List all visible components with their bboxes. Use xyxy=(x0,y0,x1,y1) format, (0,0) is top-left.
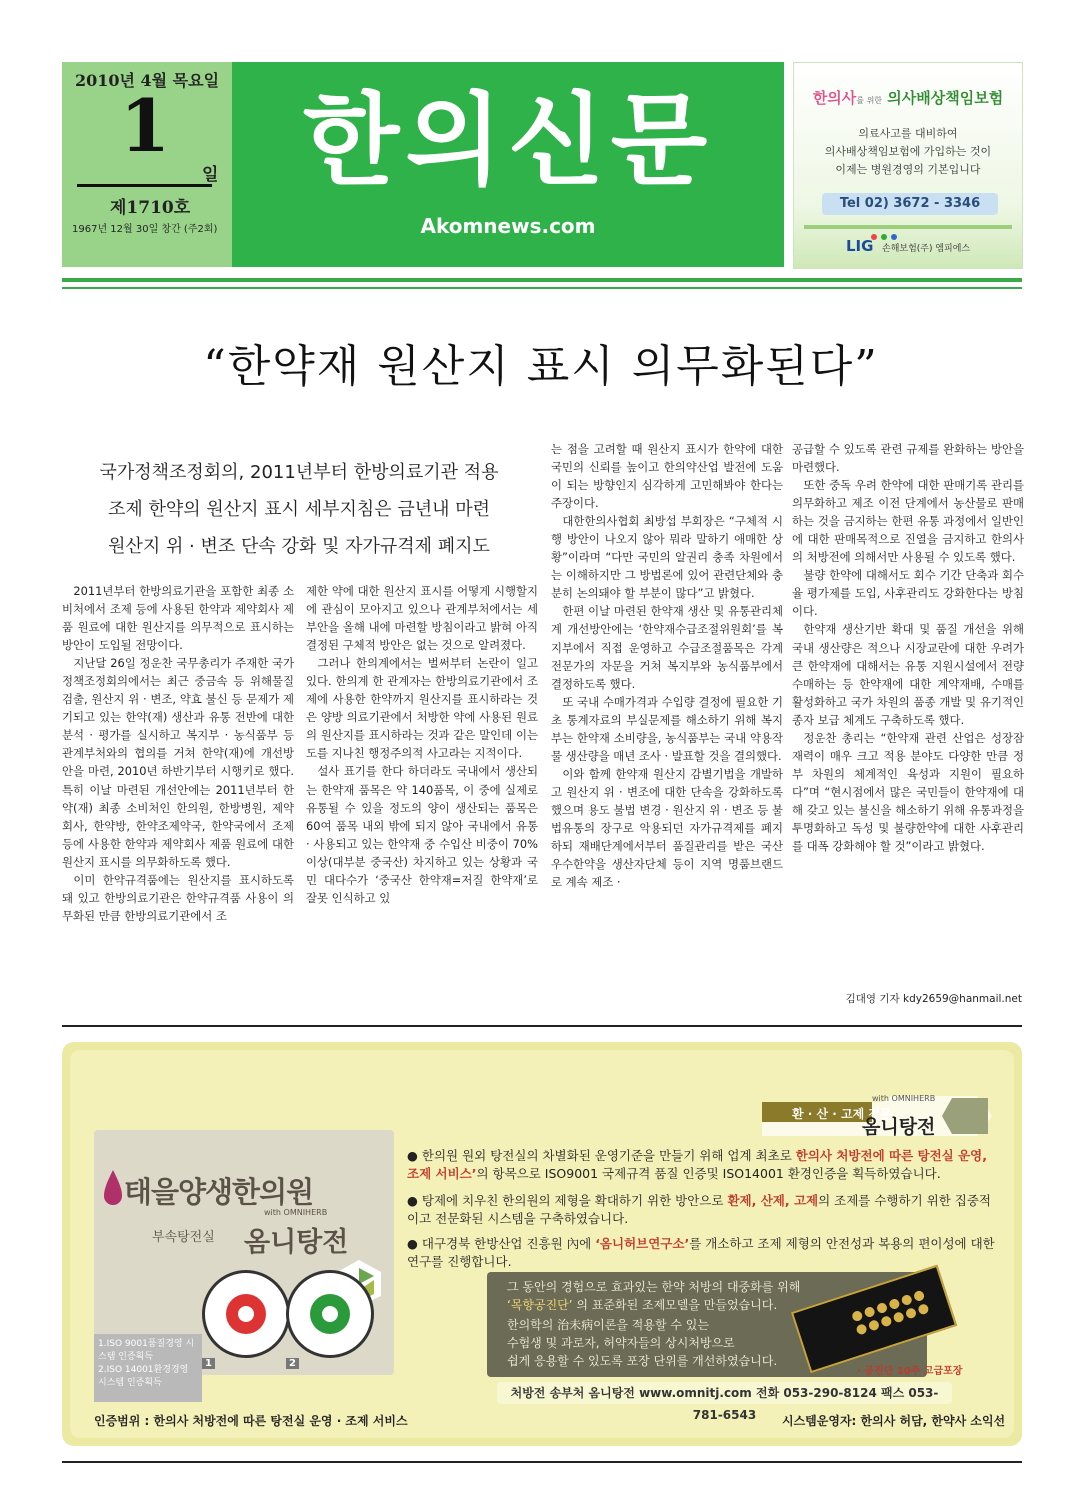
subhead: 국가정책조정회의, 2011년부터 한방의료기관 적용 xyxy=(99,462,499,483)
clinic-sub: 부속탕전실 xyxy=(152,1230,215,1245)
bullet-highlight: 한의사 처방전에 따른 탕전실 운영, 조제 서비스’ xyxy=(407,1148,987,1181)
subhead: 조제 한약의 원산지 표시 세부지침은 금년내 마련 xyxy=(107,499,491,520)
article-column-1 xyxy=(62,582,294,925)
badge-label: 환 · 산 · 고제 전문 xyxy=(792,1107,892,1121)
clinic-name: 태을양생한의원 xyxy=(124,1175,314,1209)
exp-highlight: ‘목향공진단’ xyxy=(507,1298,573,1312)
paragraph: 제한 약에 대한 원산지 표시를 어떻게 시행할지에 관심이 모아지고 있으나 관계부처에서는 세부안을 올해 내에 마련할 방침이라고 밝혀 아직 결정된 구체적 방안은 없는 것으로 알려졌다. xyxy=(306,584,538,653)
subhead: 원산지 위 · 변조 단속 강화 및 자가규격제 폐지도 xyxy=(108,536,490,557)
ad-title xyxy=(794,87,1022,108)
issue-day-unit: 일 xyxy=(202,165,219,185)
certification-scope: 인증범위 : 한의사 처방전에 따른 탕전실 운영 · 조제 서비스 xyxy=(94,1414,408,1428)
article-column-3 xyxy=(551,440,783,891)
exp-line: 그 동안의 경험으로 효과있는 한약 처방의 대중화를 위해 xyxy=(507,1280,801,1294)
product-label: · 공진단 10주 고급포장 xyxy=(857,1366,963,1377)
ad-phone[interactable]: Tel 02) 3672 - 3346 xyxy=(822,193,998,215)
ad-title-pink: 한의사 xyxy=(812,89,857,107)
paper-name: 한의신문 xyxy=(302,81,714,199)
iso14001-seal-icon xyxy=(286,1270,374,1358)
feature-bullet: ● 탕제에 치우친 한의원의 제형을 확대하기 위한 방안으로 환제, 산제, 고제의 조제를 수행하기 위한 집중적이고 전문화된 시스템을 구축하였습니다. xyxy=(407,1193,991,1226)
divider xyxy=(62,1025,1022,1027)
insurance-ad[interactable] xyxy=(793,62,1023,269)
paragraph: 한편 이날 마련된 한약재 생산 및 유통관리체계 개선방안에는 ‘한약재수급조절위원회’를 복지부에서 직접 운영하고 수급조절품목은 각계 전문가의 자문을 거쳐 복지부와 농식품부에서 결정하도록 했다. xyxy=(551,604,783,691)
iso-item: 1.ISO 9001품질경영 시스템 인증획득 xyxy=(98,1339,195,1362)
bullet-text: 의 조제를 수행하기 위한 집중적이고 전문화된 시스템을 구축하였습니다. xyxy=(407,1193,991,1226)
divider xyxy=(804,225,1012,229)
exp-line: 수험생 및 과로자, 허약자들의 상시처방으로 xyxy=(507,1336,735,1350)
paragraph: 또 국내 수매가격과 수입량 결정에 필요한 기초 통계자료의 부실문제를 해소하기 위해 복지부는 한약재 소비량을, 농식품부는 국내 약용작물 생산량을 매년 조사 · 발표할 것을 결의했다. xyxy=(551,694,783,763)
paragraph: 불량 한약에 대해서도 회수 기간 단축과 회수율 평가제를 도입, 사후관리도 강화한다는 방침이다. xyxy=(792,568,1024,619)
paper-url[interactable]: Akomnews.com xyxy=(420,214,596,238)
ad-line-2: 의사배상책임보험에 가입하는 것이 xyxy=(824,145,992,158)
date-panel xyxy=(62,62,232,267)
byline: 김대영 기자 kdy2659@hanmail.net xyxy=(845,993,1022,1005)
ad-logo-sub: 손해보험(주) 엠피에스 xyxy=(882,244,971,254)
drop-icon xyxy=(102,1168,124,1208)
omni-tangjeon-ad[interactable] xyxy=(62,1042,1022,1446)
paragraph: 정운찬 총리는 “한약재 관련 산업은 성장잠재력이 매우 크고 적용 분야도 다양한 만큼 정부 차원의 체계적인 육성과 지원이 필요하다”며 “현시점에서 많은 국민들이 한약재에 대해 갖고 있는 불신을 해소하기 위해 유통과정을 투명화하고 독성 및 불량한약에 대한 사후관리를 대폭 강화해야 할 것”이라고 밝혔다. xyxy=(792,730,1024,854)
cert-number: 1 xyxy=(202,1358,215,1369)
badge-with: with OMNIHERB xyxy=(872,1094,936,1103)
exp-line: 한의학의 治未病이론을 적용할 수 있는 xyxy=(507,1318,709,1332)
issue-date: 2010년 4월 목요일 xyxy=(74,71,220,90)
issue-number: 제1710호 xyxy=(110,198,191,218)
feature-bullet: ● 대구경북 한방산업 진흥원 內에 ‘옴니허브연구소’를 개소하고 조제 제형의 안전성과 복용의 편이성에 대한 연구를 진행합니다. xyxy=(407,1236,995,1269)
paragraph: 대한한의사협회 최방섭 부회장은 “구체적 시행 방안이 나오지 않아 뭐라 말하기 애매한 상황”이라며 “다만 국민의 알권리 충족 차원에서는 이해하지만 그 방법론에 있어 관련단체와 충분히 논의돼야 할 부분이 많다”고 밝혔다. xyxy=(551,514,783,601)
bullet-highlight: 환제, 산제, 고제 xyxy=(727,1193,819,1208)
masthead-logo xyxy=(232,62,784,267)
paragraph: 이미 한약규격품에는 원산지를 표시하도록 돼 있고 한방의료기관은 한약규격품 사용이 의무화된 만큼 한방의료기관에서 조 xyxy=(62,872,294,923)
contact-info[interactable]: 처방전 송부처 옴니탕전 www.omnitj.com 전화 053-290-8124 팩스 053-781-6543 xyxy=(497,1382,952,1404)
paragraph: 설사 표기를 한다 하더라도 국내에서 생산되는 한약재 품목은 약 140품목, 이 중에 실제로 유통될 수 있을 정도의 양이 생산되는 품목은 60여 품목 내외 밖에 되지 않아 국내에서 유통 · 사용되고 있는 한약재 중 수입산 비중이 70% 이상(대부분 중국산) 차지하고 있는 상황과 국민 대다수가 ‘중국산 한약재=저질 한약재’로 잘못 인식하고 있 xyxy=(306,764,538,905)
bullet-text: 탕제에 치우친 한의원의 제형을 확대하기 위한 방안으로 xyxy=(421,1193,728,1208)
article-column-2 xyxy=(306,582,538,907)
divider xyxy=(62,287,1022,289)
clinic-with: with OMNIHERB xyxy=(264,1208,328,1217)
headline: “한약재 원산지 표시 의무화된다” xyxy=(203,341,879,392)
issue-day: 1 xyxy=(120,83,171,168)
ad-title-small: 를 위한 xyxy=(856,96,883,105)
paragraph: 2011년부터 한방의료기관을 포함한 최종 소비처에서 조제 등에 사용된 한약과 제약회사 제품 원료에 대한 원산지를 의무적으로 표시하는 방안이 도입될 전망이다. xyxy=(62,584,294,653)
ad-line-3: 이제는 병원경영의 기본입니다 xyxy=(835,163,981,176)
iso-list xyxy=(94,1334,202,1402)
bullet-text: 를 개소하고 조제 제형의 안전성과 복용의 편이성에 대한 연구를 진행합니다. xyxy=(407,1236,995,1269)
feature-bullet: ● 한의원 원외 탕전실의 차별화된 운영기준을 만들기 위해 업계 최초로 한의사 처방전에 따른 탕전실 운영, 조제 서비스’의 항목으로 ISO9001 국제규격 품질 인증및 ISO14001 환경인증을 획득하였습니다. xyxy=(407,1148,987,1181)
cert-number: 2 xyxy=(286,1358,299,1369)
bullet-text: 한의원 원외 탕전실의 차별화된 운영기준을 만들기 위해 업계 최초로 xyxy=(421,1148,796,1163)
divider xyxy=(62,1461,1022,1463)
clinic-brand: 옴니탕전 xyxy=(244,1227,349,1258)
divider xyxy=(62,278,1022,282)
bullet-text: 대구경북 한방산업 진흥원 內에 xyxy=(421,1236,596,1251)
paragraph: 그러나 한의계에서는 벌써부터 논란이 일고 있다. 한의계 한 관계자는 한방의료기관에서 조제에 사용한 한약까지 원산지를 표시하라는 것은 양방 의료기관에서 처방한 약에 사용된 원료의 원산지를 표시하라는 것과 같은 말인데 이는 도를 지나친 행정주의적 사고라는 지적이다. xyxy=(306,656,538,761)
paragraph: 이와 함께 한약재 원산지 감별기법을 개발하고 원산지 위 · 변조에 대한 단속을 강화하도록 했으며 용도 불법 변경 · 원산지 위 · 변조 등 불법유통의 장구로 악용되던 자가규격제를 폐지하되 재배단계에서부터 품질관리를 받은 국산 우수한약을 생산자단체 등이 지역 명품브랜드로 계속 제조 · xyxy=(551,766,783,890)
badge-name: 옴니탕전 xyxy=(862,1116,936,1138)
paragraph: 공급할 수 있도록 관련 규제를 완화하는 방안을 마련했다. xyxy=(792,442,1024,475)
established-date: 1967년 12월 30일 창간 (주2회) xyxy=(72,224,218,235)
iso-item: 2.ISO 14001환경경영 시스템 인증획득 xyxy=(98,1365,189,1388)
iso9001-seal-icon xyxy=(202,1270,290,1358)
paragraph: 한약재 생산기반 확대 및 품질 개선을 위해 국내 생산량은 적으나 시장교란에 대한 우려가 큰 한약재에 대해서는 유통 지원시설에서 전량 수매하는 등 한약재에 대한 계약재배, 수매를 활성화하고 국가 차원의 품종 개발 및 유기적인 종자 보급 체계도 구축하도록 했다. xyxy=(792,622,1024,727)
paragraph: 또한 중독 우려 한약에 대한 판매기록 관리를 의무화하고 제조 이전 단계에서 농산물로 판매하는 것을 금지하는 한편 유통 과정에서 일반인에 대한 판매목적으로 진열을 금지하고 한의사의 처방전에 의해서만 사용될 수 있도록 했다. xyxy=(792,478,1024,565)
exp-text: 의 표준화된 조제모델을 만들었습니다. xyxy=(572,1298,778,1312)
article-column-4 xyxy=(792,440,1024,855)
ad-title-green: 의사배상책임보험 xyxy=(887,89,1004,107)
logo-dots-icon xyxy=(870,233,900,241)
ad-logo: LIG xyxy=(846,237,874,255)
exp-line: 쉽게 응용할 수 있도록 포장 단위를 개선하였습니다. xyxy=(507,1354,778,1368)
exp-line xyxy=(507,1296,777,1313)
system-operator: 시스템운영자: 한의사 허담, 한약사 소익선 xyxy=(782,1414,1006,1428)
ad-line-1: 의료사고를 대비하여 xyxy=(858,127,958,140)
bullet-text: 의 항목으로 ISO9001 국제규격 품질 인증및 ISO14001 환경인증을 획득하였습니다. xyxy=(476,1166,941,1181)
divider xyxy=(77,184,212,187)
paragraph: 는 점을 고려할 때 원산지 표시가 한약에 대한 국민의 신뢰를 높이고 한의약산업 발전에 도움이 되는 방향인지 심각하게 고민해봐야 한다는 주장이다. xyxy=(551,442,783,511)
bullet-highlight: ‘옴니허브연구소’ xyxy=(595,1236,690,1251)
paragraph: 지난달 26일 정운찬 국무총리가 주재한 국가정책조정회의에서는 최근 중금속 등 위해물질 검출, 원산지 위 · 변조, 약효 불신 등 문제가 제기되고 있는 한약(재) 생산과 유통 전반에 대한 분석 · 평가를 실시하고 복지부 · 농식품부 등 관계부처와의 협의를 거쳐 한약(재)에 개선방안을 마련, 2010년 하반기부터 시행키로 했다. 특히 이날 마련된 개선안에는 2011년부터 한약(재) 최종 소비처인 한의원, 한방병원, 제약회사, 한약방, 한약조제약국, 한약국에서 조제 등에 사용한 한약과 제약회사 제품 원료에 대한 원산지 표시를 의무화하도록 했다. xyxy=(62,656,294,869)
